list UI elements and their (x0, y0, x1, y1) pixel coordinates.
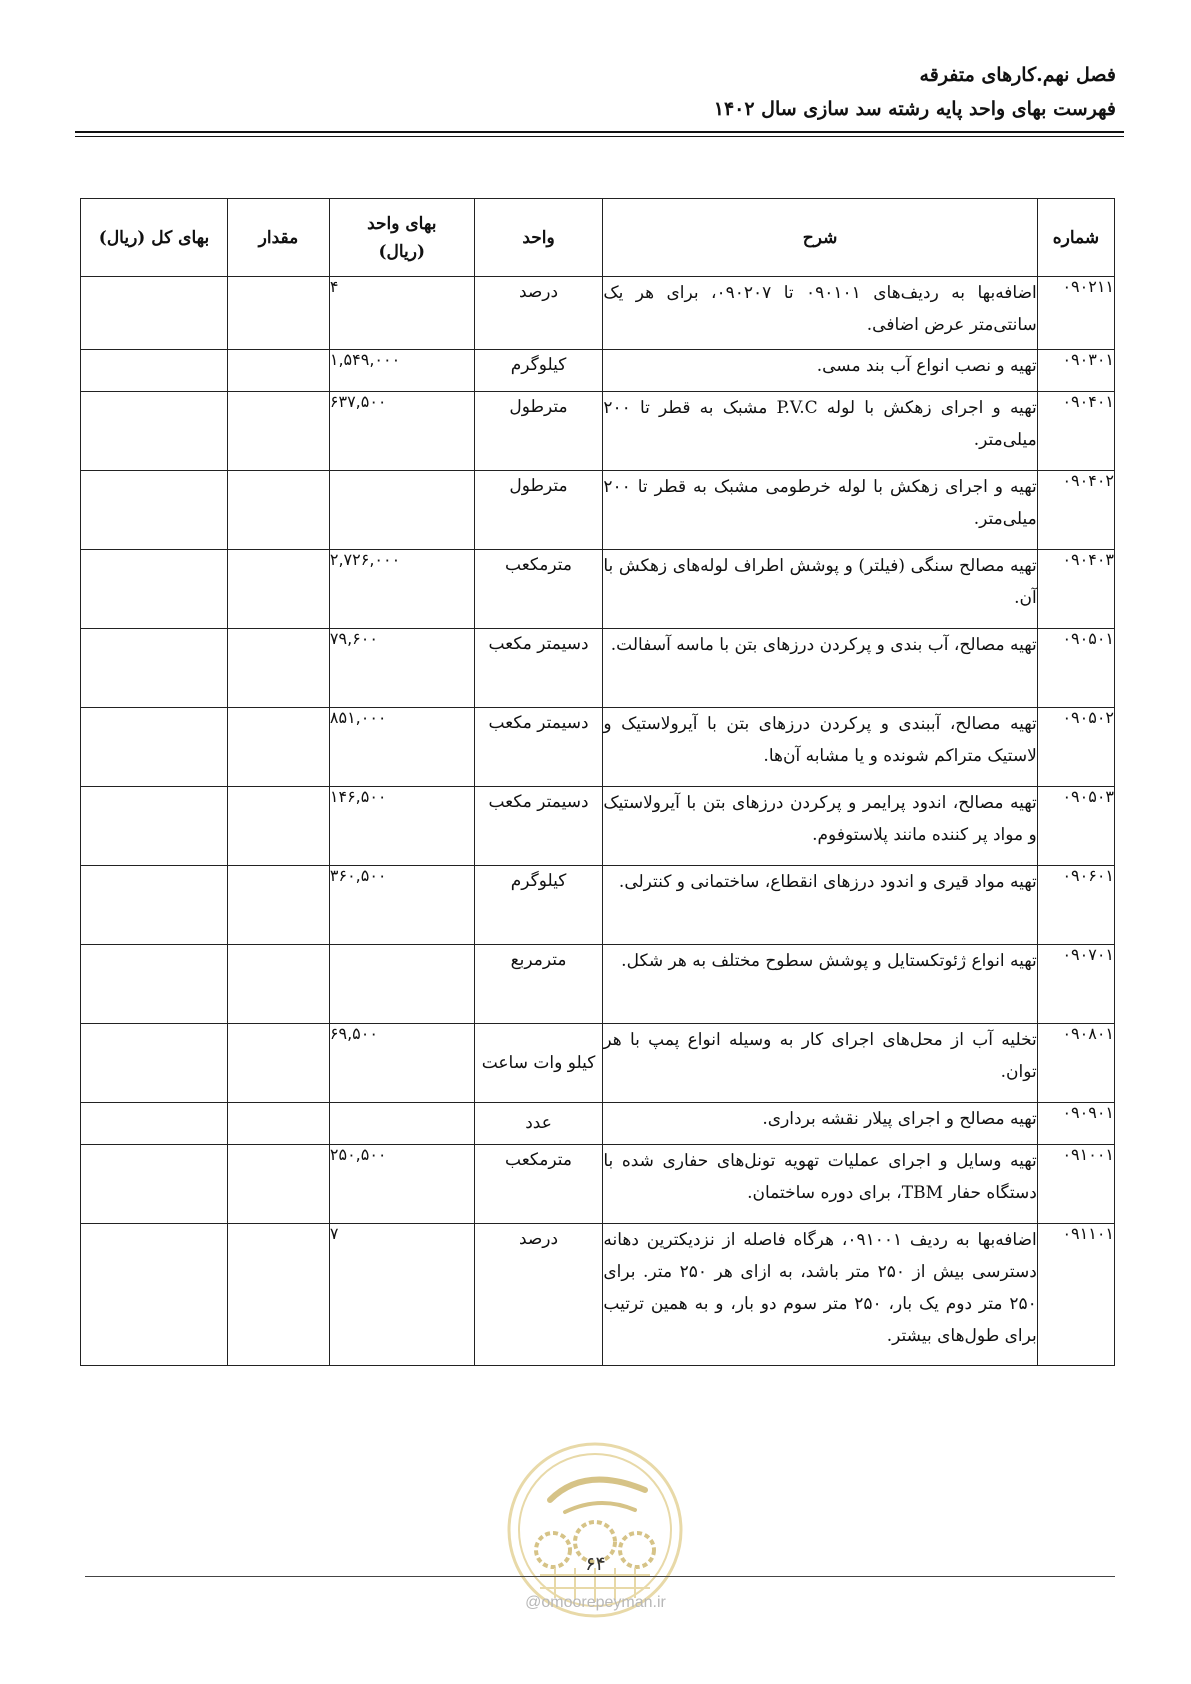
item-description: تهیه مصالح سنگی (فیلتر) و پوشش اطراف لوله‌های زهکش با آن. (603, 550, 1037, 629)
item-unit: کیلو وات ساعت (474, 1024, 603, 1103)
item-description: تهیه مصالح، اندود پرایمر و پرکردن درزهای بتن با آیرولاستیک و مواد پر کننده مانند پلاستوفوم. (603, 787, 1037, 866)
item-description: تخلیه آب از محل‌های اجرای کار به وسیله انواع پمپ با هر توان. (603, 1024, 1037, 1103)
chapter-title: فصل نهم.کارهای متفرقه (919, 64, 1116, 86)
table-row (81, 550, 1115, 629)
table-row (81, 1224, 1115, 1366)
item-unit: درصد (474, 277, 603, 350)
item-quantity (227, 350, 329, 392)
item-total-price (81, 1145, 228, 1224)
item-total-price (81, 277, 228, 350)
item-total-price (81, 787, 228, 866)
item-quantity (227, 787, 329, 866)
item-unit: مترطول (474, 392, 603, 471)
table-row (81, 471, 1115, 550)
item-unit-price: ۷ (329, 1224, 474, 1366)
table-row (81, 708, 1115, 787)
footer-rule (85, 1576, 1115, 1577)
item-quantity (227, 945, 329, 1024)
item-unit: مترمربع (474, 945, 603, 1024)
item-code: ۰۹۰۳۰۱ (1037, 350, 1114, 392)
table-row (81, 787, 1115, 866)
col-header-quantity: مقدار (227, 199, 329, 277)
item-unit: مترطول (474, 471, 603, 550)
table-row (81, 629, 1115, 708)
item-total-price (81, 350, 228, 392)
item-unit-price (329, 1103, 474, 1145)
item-quantity (227, 1103, 329, 1145)
item-total-price (81, 471, 228, 550)
watermark-seal-logo (505, 1440, 685, 1620)
item-description: تهیه مواد قیری و اندود درزهای انقطاع، ساختمانی و کنترلی. (603, 866, 1037, 945)
item-quantity (227, 392, 329, 471)
item-quantity (227, 708, 329, 787)
item-total-price (81, 708, 228, 787)
item-quantity (227, 1024, 329, 1103)
col-header-total-price: بهای کل (ریال) (81, 199, 228, 277)
item-quantity (227, 629, 329, 708)
col-header-unit-price-line1: بهای واحد (367, 213, 437, 234)
page-header (714, 58, 1116, 126)
item-unit: دسیمتر مکعب (474, 787, 603, 866)
item-total-price (81, 550, 228, 629)
item-quantity (227, 866, 329, 945)
table-row (81, 277, 1115, 350)
item-unit-price: ۲۵۰,۵۰۰ (329, 1145, 474, 1224)
item-unit-price (329, 471, 474, 550)
item-code: ۰۹۰۵۰۲ (1037, 708, 1114, 787)
item-unit-price: ۳۶۰,۵۰۰ (329, 866, 474, 945)
item-unit: کیلوگرم (474, 350, 603, 392)
item-unit-price: ۶۳۷,۵۰۰ (329, 392, 474, 471)
item-total-price (81, 392, 228, 471)
item-total-price (81, 945, 228, 1024)
item-unit: دسیمتر مکعب (474, 708, 603, 787)
page-number: ۶۴ (585, 1553, 606, 1575)
item-code: ۰۹۰۲۱۱ (1037, 277, 1114, 350)
item-unit: کیلوگرم (474, 866, 603, 945)
item-unit-price: ۷۹,۶۰۰ (329, 629, 474, 708)
item-total-price (81, 629, 228, 708)
item-quantity (227, 277, 329, 350)
watermark-url: @omoorepeyman.ir (525, 1594, 666, 1611)
item-description: تهیه مصالح، آببندی و پرکردن درزهای بتن با آیرولاستیک و لاستیک متراکم شونده و یا مشابه آن‌ها. (603, 708, 1037, 787)
col-header-unit-price-line2: (ریال) (378, 241, 426, 262)
table-header-row (81, 199, 1115, 277)
item-quantity (227, 1145, 329, 1224)
item-description: اضافه‌بها به ردیف‌های ۰۹۰۱۰۱ تا ۰۹۰۲۰۷، برای هر یک سانتی‌متر عرض اضافی. (603, 277, 1037, 350)
item-code: ۰۹۰۸۰۱ (1037, 1024, 1114, 1103)
item-unit: درصد (474, 1224, 603, 1366)
item-code: ۰۹۰۴۰۱ (1037, 392, 1114, 471)
item-unit: مترمکعب (474, 550, 603, 629)
header-rule-thick (75, 131, 1124, 133)
item-description: تهیه و اجرای زهکش با لوله خرطومی مشبک به قطر تا ۲۰۰ میلی‌متر. (603, 471, 1037, 550)
item-quantity (227, 471, 329, 550)
item-unit: مترمکعب (474, 1145, 603, 1224)
item-description: تهیه وسایل و اجرای عملیات تهویه تونل‌های حفاری شده با دستگاه حفار TBM، برای دوره ساختمان. (603, 1145, 1037, 1224)
item-quantity (227, 550, 329, 629)
item-code: ۰۹۰۴۰۳ (1037, 550, 1114, 629)
item-unit-price: ۴ (329, 277, 474, 350)
document-subtitle: فهرست بهای واحد پایه رشته سد سازی سال ۱۴۰۲ (713, 98, 1116, 120)
header-rule-thin (75, 136, 1124, 137)
item-code: ۰۹۰۵۰۱ (1037, 629, 1114, 708)
item-unit: عدد (474, 1103, 603, 1145)
price-list-table (80, 198, 1115, 1366)
table-row (81, 392, 1115, 471)
item-description: تهیه مصالح و اجرای پیلار نقشه برداری. (603, 1103, 1037, 1145)
item-total-price (81, 866, 228, 945)
item-description: تهیه و اجرای زهکش با لوله P.V.C مشبک به قطر تا ۲۰۰ میلی‌متر. (603, 392, 1037, 471)
item-description: اضافه‌بها به ردیف ۰۹۱۰۰۱، هرگاه فاصله از نزدیکترین دهانه دسترسی بیش از ۲۵۰ متر باشد، به ازای هر ۲۵۰ متر. برای ۲۵۰ متر دوم یک بار، ۲۵۰ متر سوم دو بار، و به همین ترتیب برای طول‌های بیشتر. (603, 1224, 1037, 1366)
item-unit-price: ۱۴۶,۵۰۰ (329, 787, 474, 866)
col-header-description: شرح (603, 199, 1037, 277)
col-header-code: شماره (1037, 199, 1114, 277)
item-description: تهیه و نصب انواع آب بند مسی. (603, 350, 1037, 392)
table-row (81, 350, 1115, 392)
item-unit-price: ۶۹,۵۰۰ (329, 1024, 474, 1103)
table-row (81, 1024, 1115, 1103)
item-code: ۰۹۰۵۰۳ (1037, 787, 1114, 866)
item-unit-price: ۸۵۱,۰۰۰ (329, 708, 474, 787)
table-row (81, 866, 1115, 945)
item-code: ۰۹۰۴۰۲ (1037, 471, 1114, 550)
item-total-price (81, 1103, 228, 1145)
seal-calligraphy-stroke (550, 1480, 645, 1500)
item-code: ۰۹۱۰۰۱ (1037, 1145, 1114, 1224)
col-header-unit: واحد (474, 199, 603, 277)
col-header-unit-price (329, 199, 474, 277)
item-code: ۰۹۰۹۰۱ (1037, 1103, 1114, 1145)
item-code: ۰۹۰۷۰۱ (1037, 945, 1114, 1024)
table-row (81, 1103, 1115, 1145)
item-description: تهیه انواع ژئوتکستایل و پوشش سطوح مختلف به هر شکل. (603, 945, 1037, 1024)
item-code: ۰۹۱۱۰۱ (1037, 1224, 1114, 1366)
item-unit-price: ۲,۷۲۶,۰۰۰ (329, 550, 474, 629)
item-total-price (81, 1024, 228, 1103)
item-description: تهیه مصالح، آب بندی و پرکردن درزهای بتن با ماسه آسفالت. (603, 629, 1037, 708)
item-total-price (81, 1224, 228, 1366)
item-unit-price (329, 945, 474, 1024)
item-quantity (227, 1224, 329, 1366)
table-row (81, 1145, 1115, 1224)
item-unit: دسیمتر مکعب (474, 629, 603, 708)
item-unit-price: ۱,۵۴۹,۰۰۰ (329, 350, 474, 392)
table-row (81, 945, 1115, 1024)
item-code: ۰۹۰۶۰۱ (1037, 866, 1114, 945)
